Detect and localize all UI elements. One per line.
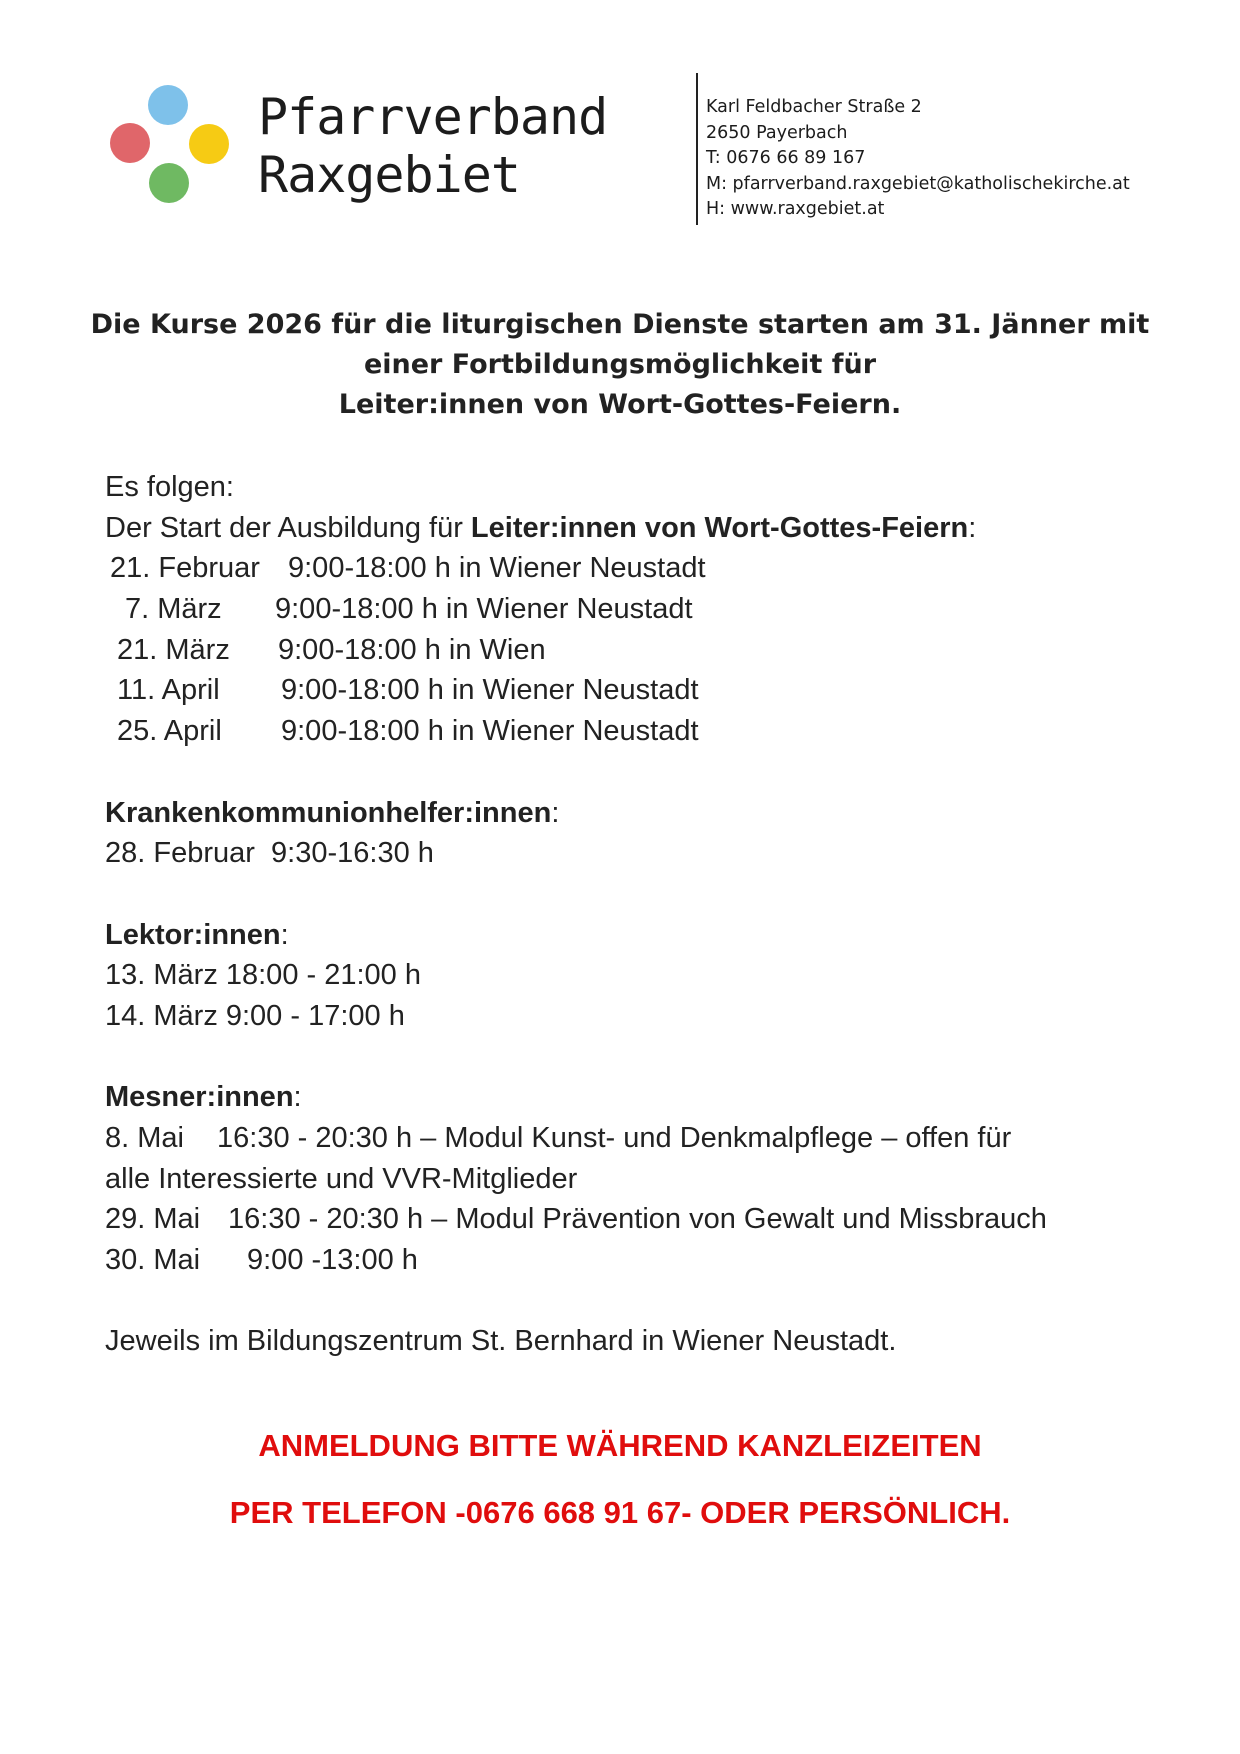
schedule-time: 9:00-18:00 h in Wiener Neustadt <box>275 593 693 626</box>
header-divider <box>696 73 698 225</box>
section-heading-line <box>105 915 1205 956</box>
schedule-row <box>105 711 1205 752</box>
schedule-line: 28. Februar 9:30-16:30 h <box>105 837 434 870</box>
contact-website: H: www.raxgebiet.at <box>706 199 885 219</box>
schedule-date: 8. Mai <box>105 1122 184 1154</box>
logo-dot-green <box>149 163 189 203</box>
schedule-date: 21. März <box>117 633 230 666</box>
contact-phone: T: 0676 66 89 167 <box>706 148 866 168</box>
org-name-line1: Pfarrverband <box>258 88 608 146</box>
section-heading: Leiter:innen von Wort-Gottes-Feiern <box>470 511 969 544</box>
schedule-text: 9:00 -13:00 h <box>247 1244 418 1277</box>
section-suffix: : <box>293 1081 302 1114</box>
logo-dot-red <box>110 123 150 163</box>
schedule-date: 11. April <box>117 674 220 707</box>
schedule-row <box>105 1118 1205 1159</box>
logo-dot-blue <box>148 85 188 125</box>
intro-line: Leiter:innen von Wort-Gottes-Feiern. <box>338 389 902 420</box>
schedule-row <box>105 670 1205 711</box>
schedule-text: 16:30 - 20:30 h – Modul Prävention von Gewalt und Missbrauch <box>228 1203 1047 1236</box>
org-name-line2: Raxgebiet <box>258 146 520 204</box>
section-suffix: : <box>280 918 289 951</box>
intro-line: Die Kurse 2026 für die liturgischen Dienste starten am 31. Jänner mit <box>90 309 1150 340</box>
section-suffix: : <box>968 511 977 544</box>
contact-block <box>706 95 1130 223</box>
section-heading: Lektor:innen <box>105 918 281 951</box>
schedule-date: 29. Mai <box>105 1203 201 1236</box>
schedule-date: 25. April <box>117 715 222 748</box>
schedule-time: 9:00-18:00 h in Wiener Neustadt <box>288 552 706 585</box>
schedule-date: 7. März <box>125 593 222 626</box>
schedule-row <box>105 548 1205 589</box>
section-heading-line <box>105 1077 1205 1118</box>
section-prefix: Der Start der Ausbildung für <box>105 511 471 544</box>
schedule-row <box>105 1199 1205 1240</box>
section-heading: Krankenkommunionhelfer:innen <box>105 796 552 829</box>
schedule-row <box>105 630 1205 671</box>
schedule-row <box>105 1159 1205 1200</box>
contact-city: 2650 Payerbach <box>706 122 848 143</box>
schedule-text: 16:30 - 20:30 h – Modul Kunst- und Denkmalpflege – offen für <box>217 1122 1012 1154</box>
registration-line-1: ANMELDUNG BITTE WÄHREND KANZLEIZEITEN <box>258 1428 982 1463</box>
contact-address: Karl Feldbacher Straße 2 <box>706 97 922 117</box>
schedule-time: 9:00-18:00 h in Wiener Neustadt <box>281 715 699 748</box>
schedule-line: 13. März 18:00 - 21:00 h <box>105 959 421 992</box>
schedule-time: 9:00-18:00 h in Wien <box>278 633 546 666</box>
schedule-line: 14. März 9:00 - 17:00 h <box>105 999 405 1032</box>
intro-line: einer Fortbildungsmöglichkeit für <box>363 349 877 380</box>
intro-heading <box>80 305 1160 425</box>
schedule-date: 21. Februar <box>110 552 260 585</box>
section-suffix: : <box>551 796 560 829</box>
section-lead: Es folgen: <box>105 471 234 503</box>
contact-email: M: pfarrverband.raxgebiet@katholischekirche.at <box>706 173 1130 194</box>
schedule-text: alle Interessierte und VVR-Mitglieder <box>105 1162 578 1195</box>
logo-dot-yellow <box>189 124 229 164</box>
location-note: Jeweils im Bildungszentrum St. Bernhard in Wiener Neustadt. <box>105 1325 897 1358</box>
registration-line-2: PER TELEFON -0676 668 91 67- ODER PERSÖNLICH. <box>229 1495 1011 1530</box>
schedule-row <box>105 589 1205 630</box>
section-intro-line <box>105 508 1205 549</box>
course-schedule <box>105 467 1205 1362</box>
section-heading: Mesner:innen <box>105 1081 294 1114</box>
schedule-row <box>105 1240 1205 1281</box>
section-heading-line <box>105 793 1205 834</box>
schedule-date: 30. Mai <box>105 1244 201 1277</box>
schedule-time: 9:00-18:00 h in Wiener Neustadt <box>281 674 699 707</box>
